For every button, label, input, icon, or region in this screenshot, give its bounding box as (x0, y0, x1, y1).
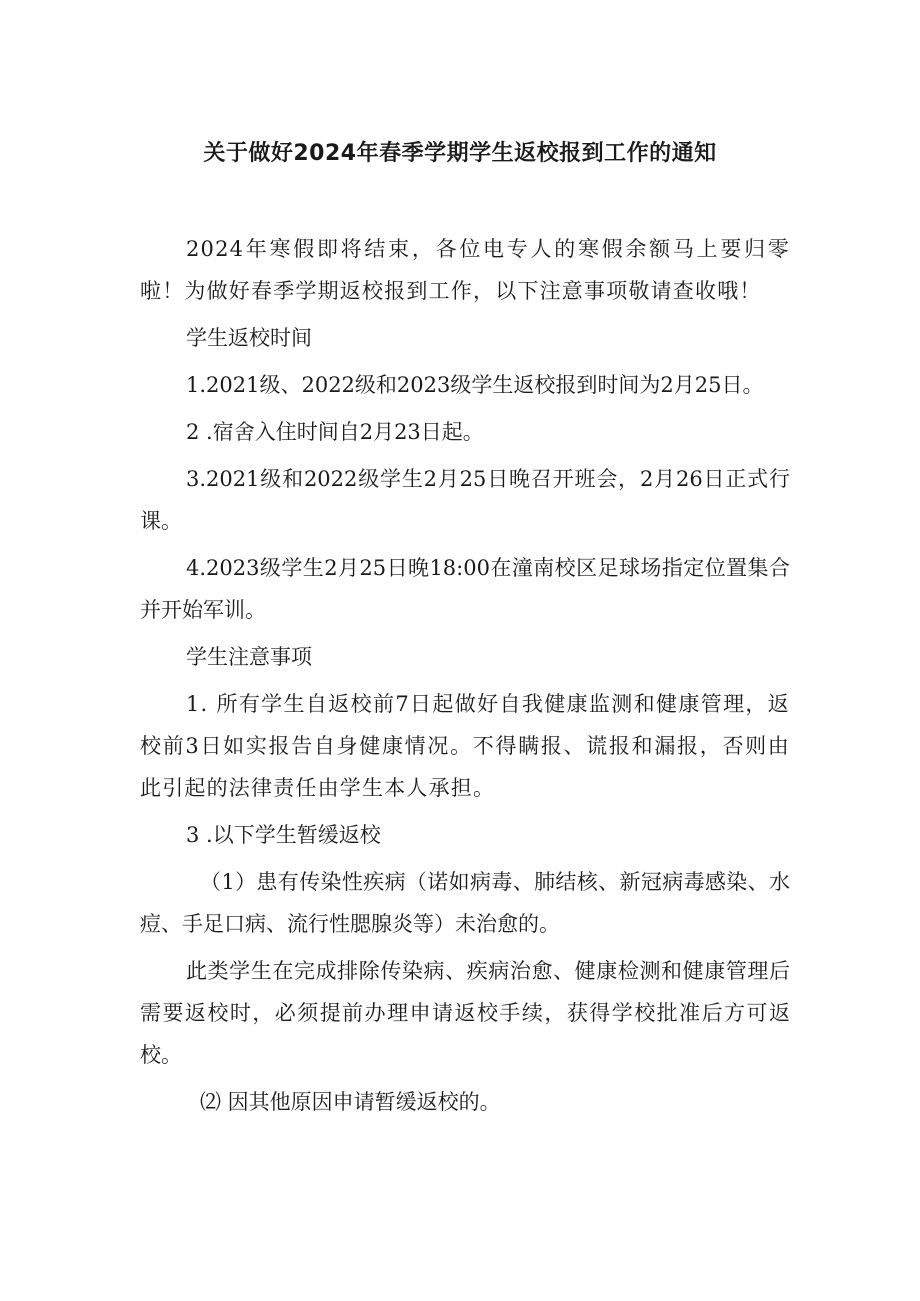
deferral-case-2: ⑵ 因其他原因申请暂缓返校的。 (200, 1090, 501, 1114)
return-time-item-2: 2 .宿舍入住时间自2月23日起。 (186, 420, 484, 444)
return-time-item-4: 4.2023级学生2月25日晚18:00在潼南校区足球场指定位置集合并开始军训。 (140, 556, 790, 622)
document-body (140, 228, 790, 1128)
intro-paragraph: 2024年寒假即将结束，各位电专人的寒假余额马上要归零啦！为做好春季学期返校报到工作，以下注意事项敬请查收哦！ (140, 237, 790, 303)
return-time-item-3: 3.2021级和2022级学生2月25日晚召开班会，2月26日正式行课。 (140, 467, 790, 533)
deferral-case-1-note: 此类学生在完成排除传染病、疾病治愈、健康检测和健康管理后需要返校时，必须提前办理申请返校手续，获得学校批准后方可返校。 (140, 959, 790, 1067)
document-title: 关于做好2024年春季学期学生返校报到工作的通知 (203, 141, 717, 166)
section-heading-return-time: 学生返校时间 (186, 326, 312, 350)
deferral-case-1: （1）患有传染性疾病（诺如病毒、肺结核、新冠病毒感染、水痘、手足口病、流行性腮腺炎等）未治愈的。 (140, 870, 790, 936)
return-time-item-1: 1.2021级、2022级和2023级学生返校报到时间为2月25日。 (186, 373, 764, 397)
notice-item-3: 3 .以下学生暂缓返校 (186, 823, 381, 847)
section-heading-notices: 学生注意事项 (186, 645, 312, 669)
notice-item-1: 1. 所有学生自返校前7日起做好自我健康监测和健康管理，返校前3日如实报告自身健康情况。不得瞒报、谎报和漏报，否则由此引起的法律责任由学生本人承担。 (140, 692, 790, 800)
